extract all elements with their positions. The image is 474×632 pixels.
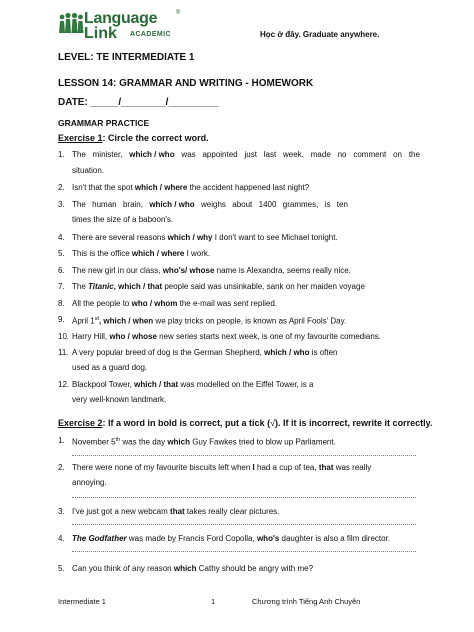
word: human xyxy=(92,200,117,209)
item-number: 10. xyxy=(58,332,70,341)
level-heading: LEVEL: TE INTERMEDIATE 1 xyxy=(58,52,195,63)
exercise1-instruction: : Circle the correct word. xyxy=(102,133,209,143)
word: week, xyxy=(283,150,304,159)
footer-left: Intermediate 1 xyxy=(58,597,106,606)
item-text: was modelled on the Eiffel Tower, is a xyxy=(178,380,314,389)
item-text: the accident happened last night? xyxy=(187,183,310,192)
ex1-item-3 xyxy=(58,199,418,223)
item-text: Can you think of any reason xyxy=(72,564,174,573)
title-titanic: Titanic xyxy=(88,282,114,291)
word: grammes, xyxy=(282,200,319,209)
exercise1-title xyxy=(58,133,209,143)
item-text: Blackpool Tower, xyxy=(72,380,135,389)
choice-which-where[interactable]: which / where xyxy=(131,249,185,258)
brand-academic: ACADEMIC xyxy=(130,31,171,38)
item-text: daughter is also a film director. xyxy=(279,534,391,543)
item-number: 6. xyxy=(58,266,65,275)
word: brain, xyxy=(122,200,143,209)
item-number: 4. xyxy=(58,233,65,242)
language-link-logo xyxy=(58,10,182,40)
word: appointed xyxy=(202,150,238,159)
item-number: 11. xyxy=(58,348,69,357)
section-title: GRAMMAR PRACTICE xyxy=(58,118,150,128)
bold-word: which xyxy=(173,564,197,573)
item-text: was the day xyxy=(120,437,168,447)
choice-which-who[interactable]: which / who xyxy=(129,150,175,159)
item-text: was made by Francis Ford Copolla, xyxy=(126,534,257,543)
choice-who-whom[interactable]: who / whom xyxy=(131,299,178,308)
exercise2-instruction: : If a word in bold is correct, put a tick ( xyxy=(102,418,271,428)
item-number: 5. xyxy=(58,249,65,258)
item-text: I don't want to see Michael tonight. xyxy=(212,233,338,242)
exercise2-label: Exercise 2 xyxy=(58,418,103,428)
answer-line[interactable] xyxy=(72,455,416,456)
item-text-line2: times the size of a baboon's. xyxy=(72,215,174,224)
word: just xyxy=(244,150,257,159)
item-text: The new girl in our class, xyxy=(72,266,163,275)
answer-line[interactable] xyxy=(72,497,416,498)
item-text: I've just got a new webcam xyxy=(72,507,171,516)
item-text xyxy=(72,199,348,210)
item-text: name is Alexandra, seems really nice. xyxy=(214,266,351,275)
item-text: All the people to xyxy=(72,299,132,308)
word: last xyxy=(263,150,277,159)
choice-which-why[interactable]: which / why xyxy=(167,233,213,242)
item-text: new series starts next week, is one of my favourite comedians. xyxy=(156,332,382,341)
item-text-line2: situation. xyxy=(72,166,105,175)
item-text: Guy Fawkes tried to blow up Parliament. xyxy=(189,437,336,447)
brand-name-line1: Language xyxy=(84,10,158,27)
item-number: 3. xyxy=(58,200,65,209)
answer-line[interactable] xyxy=(72,524,416,525)
item-number: 9. xyxy=(58,315,65,324)
word: on xyxy=(393,150,402,159)
choice-which-where[interactable]: which / where xyxy=(134,183,188,192)
item-text: April 1 xyxy=(72,316,95,326)
people-logo-icon xyxy=(58,12,84,34)
item-text: had a cup of tea, xyxy=(254,463,319,472)
item-text-line2: annoying. xyxy=(72,478,107,487)
bold-word: I xyxy=(252,463,255,472)
word: The xyxy=(72,150,86,159)
film-title: The Godfather xyxy=(72,534,127,543)
bold-word: that xyxy=(170,507,185,516)
item-text: Harry Hill, xyxy=(72,332,110,341)
item-text: There were none of my favourite biscuits left when xyxy=(72,463,253,472)
item-number: 2. xyxy=(58,463,65,472)
answer-line[interactable] xyxy=(72,551,416,552)
exercise2-title xyxy=(58,418,432,428)
item-text xyxy=(72,149,420,160)
bold-word: which xyxy=(167,437,190,447)
footer-page-number: 1 xyxy=(211,597,216,606)
choice-whos-whose[interactable]: who's/ whose xyxy=(162,266,215,275)
word: 1400 xyxy=(258,200,277,209)
item-text: The xyxy=(72,282,89,291)
word: was xyxy=(181,150,196,159)
word: no xyxy=(337,150,347,159)
item-number: 4. xyxy=(58,534,65,543)
brand-name-line2: Link xyxy=(84,25,117,42)
choice-who-whose[interactable]: who / whose xyxy=(109,332,157,341)
ex1-item-1 xyxy=(58,149,418,173)
item-number: 2. xyxy=(58,183,65,192)
item-text: I work. xyxy=(184,249,211,258)
item-text: people said was unsinkable, sank on her maiden voyage xyxy=(162,282,365,291)
item-text-line2: used as a guard dog. xyxy=(72,363,148,372)
item-number: 7. xyxy=(58,282,65,291)
item-number: 12. xyxy=(58,380,70,389)
lesson-heading: LESSON 14: GRAMMAR AND WRITING - HOMEWORK xyxy=(58,78,314,89)
item-number: 8. xyxy=(58,299,65,308)
word: the xyxy=(408,150,420,159)
word: is xyxy=(324,200,331,209)
superscript: st xyxy=(94,316,99,322)
item-number: 1. xyxy=(58,436,65,445)
item-text: we play tricks on people, is known as April Fools' Day. xyxy=(153,316,347,326)
bold-word: that xyxy=(318,463,334,472)
item-number: 1. xyxy=(58,150,65,159)
word: minister, xyxy=(92,150,123,159)
word: ten xyxy=(336,200,348,209)
bold-word: who's xyxy=(256,534,280,543)
item-text: This is the office xyxy=(72,249,132,258)
superscript: th xyxy=(115,437,121,443)
footer-right: Chương trình Tiếng Anh Chuyên xyxy=(252,597,361,606)
item-text: is often xyxy=(309,348,338,357)
item-text: the e-mail was sent replied. xyxy=(177,299,277,308)
word: made xyxy=(310,150,331,159)
word: about xyxy=(232,200,253,209)
registered-mark: ® xyxy=(176,10,181,16)
item-text: November 5 xyxy=(72,437,116,447)
item-text-line2: very well-known landmark. xyxy=(72,395,167,404)
choice-which-that[interactable]: , which / that xyxy=(113,282,163,291)
choice-which-who[interactable]: which / who xyxy=(264,348,310,357)
tick-icon: √ xyxy=(270,418,276,428)
item-text: Isn't that the spot xyxy=(72,183,135,192)
item-text: There are several reasons xyxy=(72,233,168,242)
item-text: Cathy should be angry with me? xyxy=(196,564,314,573)
exercise2-instruction-end: ). If it is incorrect, rewrite it correctly. xyxy=(275,418,433,428)
date-line: DATE: _____/________/_________ xyxy=(58,97,219,108)
item-text: takes really clear pictures. xyxy=(184,507,280,516)
item-number: 5. xyxy=(58,564,65,573)
item-number: 3. xyxy=(58,507,65,516)
exercise1-label: Exercise 1 xyxy=(58,133,103,143)
item-text: was really xyxy=(333,463,372,472)
word: weighs xyxy=(201,200,226,209)
word: comment xyxy=(353,150,387,159)
choice-which-that[interactable]: which / that xyxy=(134,380,179,389)
word: The xyxy=(72,200,86,209)
choice-which-when[interactable]: , which / when xyxy=(98,316,154,326)
tagline: Học ở đây. Graduate anywhere. xyxy=(260,30,380,39)
choice-which-who[interactable]: which / who xyxy=(149,200,195,209)
item-text: A very popular breed of dog is the German Shepherd, xyxy=(72,348,265,357)
